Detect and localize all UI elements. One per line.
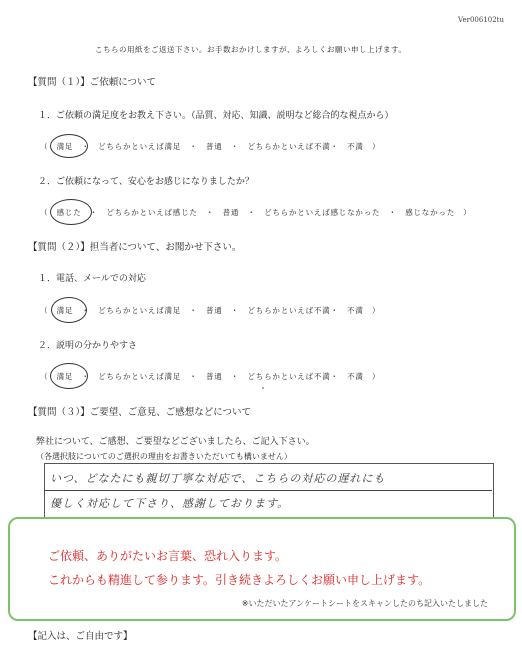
comment-line — [44, 490, 492, 491]
intro-text: こちらの用紙をご返送下さい。お手数おかけしますが、よろしくお願い申し上げます。 — [95, 45, 407, 54]
section3-subnote: （各選択肢についてのご選択の理由をお書きいただいても構いません） — [36, 452, 292, 461]
handwritten-comment-line1: いつ、どなたにも親切丁寧な対応で、こちらの対応の遅れにも — [50, 472, 386, 485]
reply-note: ※いただいたアンケートシートをスキャンしたのち記入いたしました — [241, 599, 488, 608]
section2-title: 【質問（２）】担当者について、お聞かせ下さい。 — [28, 242, 242, 253]
version-code: Ver006102tu — [458, 16, 504, 24]
reply-panel — [8, 517, 516, 621]
selection-circle — [50, 199, 92, 225]
section2-q2-label: ２．説明の分かりやすさ — [38, 341, 138, 351]
section2-q1-options: （ 満足 ・ どちらかといえば満足 ・ 普通 ・ どちらかといえば不満・ 不満 ） — [40, 306, 381, 315]
selection-circle — [51, 297, 87, 323]
reply-line2: これからも精進して参ります。引き続きよろしくお願い申し上げます。 — [48, 573, 431, 587]
section1-q1-options: （ 満足 ・ どちらかといえば満足 ・ 普通 ・ どちらかといえば不満・ 不満 ） — [40, 142, 381, 151]
scan-speck — [262, 387, 264, 389]
section3-prompt: 弊社について、ご感想、ご要望などございましたら、ご記入下さい。 — [36, 437, 315, 447]
section1-title: 【質問（１）】ご依頼について — [28, 77, 157, 88]
section2-q2-options: （ 満足 ・ どちらかといえば満足 ・ 普通 ・ どちらかといえば不満・ 不満 ） — [40, 372, 381, 381]
section1-q1-label: １．ご依頼の満足度をお教え下さい。（品質、対応、知識、説明など総合的な視点から） — [38, 111, 394, 121]
reply-line1: ご依頼、ありがたいお言葉、恐れ入ります。 — [48, 549, 288, 563]
section1-q2-options: （ 感じた ・ どちらかといえば感じた ・ 普通 ・ どちらかといえば感じなかった ・ 感じなかった ） — [40, 208, 472, 217]
section2-q1-label: １．電話、メールでの対応 — [38, 274, 146, 284]
selection-circle — [50, 134, 88, 158]
section1-q2-label: ２．ご依頼になって、安心をお感じになりましたか？ — [38, 177, 254, 187]
section3-title: 【質問（３）】ご要望、ご意見、ご感想などについて — [28, 407, 252, 418]
footer-text: 【記入は、ご自由です】 — [28, 631, 133, 642]
selection-circle — [50, 363, 88, 389]
handwritten-comment-line2: 優しく対応して下さり、感謝しております。 — [50, 497, 290, 510]
